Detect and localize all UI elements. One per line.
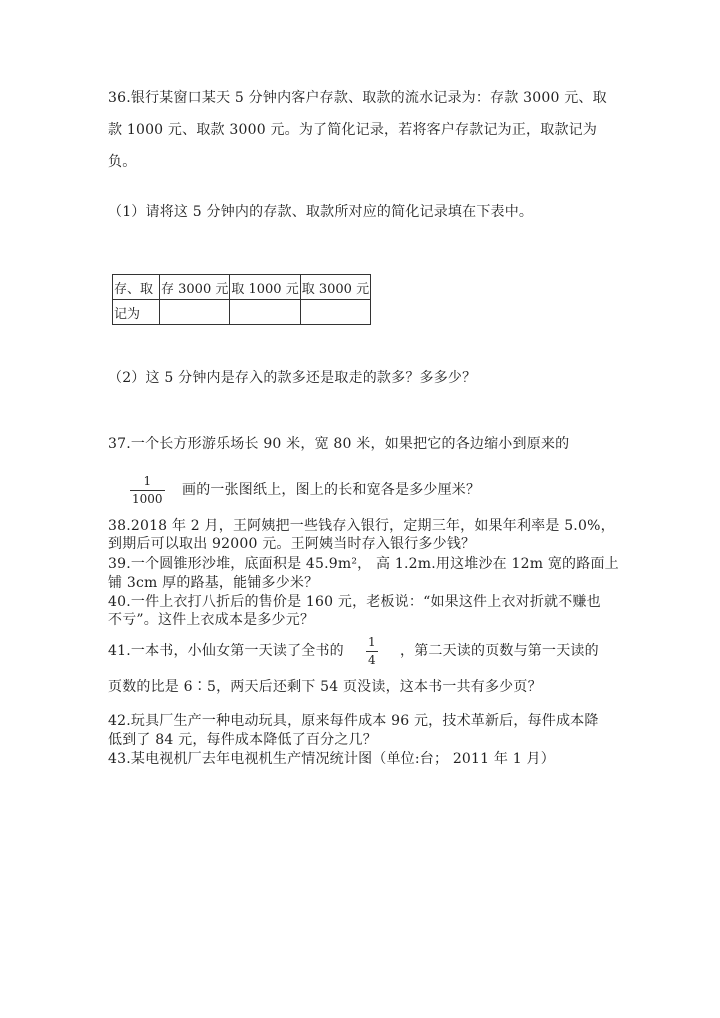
q38-text-line-2: 到期后可以取出 92000 元。王阿姨当时存入银行多少钱？ [108, 536, 476, 552]
q36-text-line-2: 款 1000 元、取款 3000 元。为了简化记录，若将客户存款记为正，取款记为 [108, 122, 598, 138]
fraction-denominator: 1000 [132, 492, 163, 506]
q40-text-line-1: 40.一件上衣打八折后的售价是 160 元，老板说：“如果这件上衣对折就不赚也 [108, 594, 601, 610]
q36-text-line-1: 36.银行某窗口某天 5 分钟内客户存款、取款的流水记录为：存款 3000 元、取 [108, 90, 607, 106]
q37-fraction [130, 474, 165, 506]
q37-text-line-2: 画的一张图纸上，图上的长和宽各是多少厘米？ [182, 482, 481, 498]
table-row [113, 275, 371, 300]
q40-text-line-2: 不亏”。这件上衣成本是多少元？ [108, 612, 315, 628]
q39-text-line-1: 39.一个圆锥形沙堆，底面积是 45.9m²， 高 1.2m.用这堆沙在 12m 宽的路面上 [108, 556, 619, 572]
table-cell: 存 3000 元 [160, 275, 230, 300]
answer-cell[interactable] [160, 300, 230, 325]
table-cell: 取 1000 元 [230, 275, 300, 300]
q42-text-line-1: 42.玩具厂生产一种电动玩具，原来每件成本 96 元，技术革新后，每件成本降 [108, 713, 599, 729]
table-cell: 存、取 [113, 275, 160, 300]
table-cell: 记为 [113, 300, 160, 325]
table-row [113, 300, 371, 325]
q41-text-line-1a: 41.一本书，小仙女第一天读了全书的 [108, 643, 344, 659]
q38-text-line-1: 38.2018 年 2 月，王阿姨把一些钱存入银行，定期三年，如果年利率是 5.0%， [108, 518, 615, 534]
q43-text-line-1: 43.某电视机厂去年电视机生产情况统计图（单位:台； 2011 年 1 月） [108, 751, 555, 767]
fraction-bar [366, 651, 378, 652]
q41-text-line-1b: ，第二天读的页数与第一天读的 [400, 643, 599, 659]
fraction-numerator: 1 [143, 474, 152, 488]
table-cell: 取 3000 元 [300, 275, 370, 300]
q41-text-line-2: 页数的比是 6∶5，两天后还剩下 54 页没读，这本书一共有多少页？ [108, 679, 542, 695]
answer-cell[interactable] [230, 300, 300, 325]
answer-cell[interactable] [300, 300, 370, 325]
q36-text-line-3: 负。 [108, 154, 137, 170]
q36-part1-prompt: （1）请将这 5 分钟内的存款、取款所对应的简化记录填在下表中。 [108, 204, 534, 220]
q41-fraction [366, 635, 378, 667]
fraction-bar [130, 490, 165, 491]
q39-text-line-2: 铺 3cm 厚的路基，能铺多少米？ [108, 575, 319, 591]
q42-text-line-2: 低到了 84 元，每件成本降低了百分之几？ [108, 732, 377, 748]
q36-record-table [112, 274, 371, 325]
q37-text-line-1: 37.一个长方形游乐场长 90 米，宽 80 米，如果把它的各边缩小到原来的 [108, 436, 570, 452]
q36-part2-prompt: （2）这 5 分钟内是存入的款多还是取走的款多？多多少？ [108, 370, 477, 386]
fraction-denominator: 4 [368, 653, 376, 667]
fraction-numerator: 1 [368, 635, 376, 649]
